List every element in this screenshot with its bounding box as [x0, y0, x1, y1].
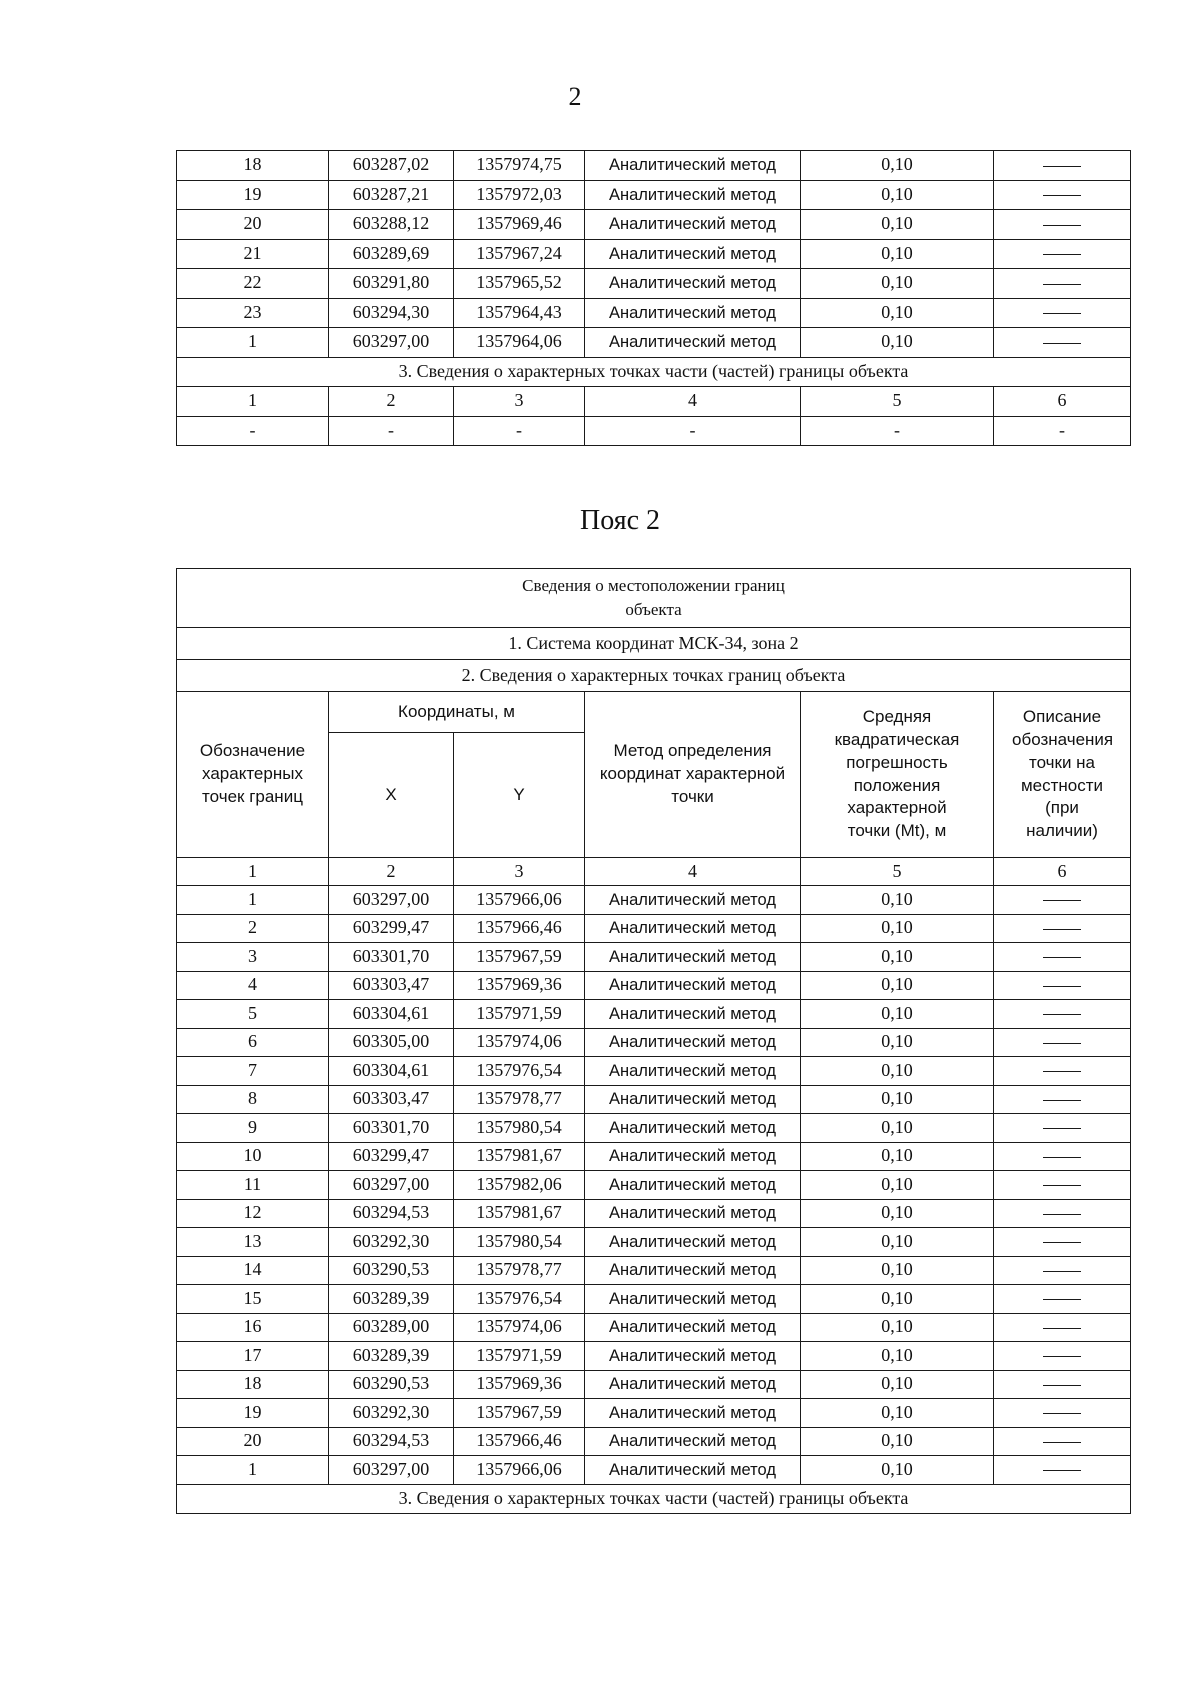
column-number: 6: [994, 858, 1131, 886]
method-cell: Аналитический метод: [585, 1142, 801, 1171]
table-row: [177, 1057, 1131, 1086]
mean-error-cell: 0,10: [801, 1285, 994, 1314]
header-mean-error: [801, 692, 994, 858]
x-coordinate-cell: 603297,00: [329, 328, 454, 358]
method-cell: Аналитический метод: [585, 943, 801, 972]
table-row: [177, 1427, 1131, 1456]
mean-error-cell: 0,10: [801, 1057, 994, 1086]
x-coordinate-cell: 603288,12: [329, 210, 454, 240]
description-cell: [994, 1057, 1131, 1086]
y-coordinate-cell: 1357966,46: [454, 914, 585, 943]
method-cell: Аналитический метод: [585, 1342, 801, 1371]
mean-error-cell: 0,10: [801, 1256, 994, 1285]
y-coordinate-cell: 1357978,77: [454, 1085, 585, 1114]
mean-error-cell: 0,10: [801, 1427, 994, 1456]
dash-mark: [1043, 1100, 1081, 1101]
description-cell: [994, 1000, 1131, 1029]
method-cell: Аналитический метод: [585, 210, 801, 240]
table-row: [177, 1256, 1131, 1285]
point-number-cell: 16: [177, 1313, 329, 1342]
section2-title: 2. Сведения о характерных точках границ объекта: [177, 660, 1131, 692]
mean-error-cell: 0,10: [801, 328, 994, 358]
top-coordinates-table: [176, 150, 1131, 446]
mean-error-cell: 0,10: [801, 1142, 994, 1171]
column-number: 1: [177, 858, 329, 886]
description-cell: [994, 1285, 1131, 1314]
y-coordinate-cell: 1357965,52: [454, 269, 585, 299]
point-number-cell: 22: [177, 269, 329, 299]
y-coordinate-cell: 1357967,59: [454, 1399, 585, 1428]
dash-mark: [1043, 900, 1081, 901]
y-coordinate-cell: 1357966,46: [454, 1427, 585, 1456]
dash-mark: [1043, 1271, 1081, 1272]
description-cell: [994, 1228, 1131, 1257]
y-coordinate-cell: 1357978,77: [454, 1256, 585, 1285]
header-coordinates: Координаты, м: [329, 692, 585, 733]
mean-error-cell: 0,10: [801, 1114, 994, 1143]
y-coordinate-cell: 1357980,54: [454, 1114, 585, 1143]
table-row: [177, 1313, 1131, 1342]
description-cell: [994, 1399, 1131, 1428]
dash-mark: [1043, 1157, 1081, 1158]
column-number: 3: [454, 387, 585, 417]
description-cell: [994, 328, 1131, 358]
x-coordinate-cell: 603301,70: [329, 943, 454, 972]
point-number-cell: 2: [177, 914, 329, 943]
point-number-cell: 13: [177, 1228, 329, 1257]
method-cell: Аналитический метод: [585, 1285, 801, 1314]
column-number: 4: [585, 858, 801, 886]
column-number: 5: [801, 858, 994, 886]
point-number-cell: 10: [177, 1142, 329, 1171]
y-coordinate-cell: 1357981,67: [454, 1199, 585, 1228]
empty-row: [177, 416, 1131, 446]
point-number-cell: 9: [177, 1114, 329, 1143]
point-number-cell: 17: [177, 1342, 329, 1371]
x-coordinate-cell: 603294,30: [329, 298, 454, 328]
table-row: [177, 298, 1131, 328]
table-row: [177, 180, 1131, 210]
point-number-cell: 15: [177, 1285, 329, 1314]
y-coordinate-cell: 1357966,06: [454, 886, 585, 915]
dash-mark: [1043, 1043, 1081, 1044]
x-coordinate-cell: 603304,61: [329, 1057, 454, 1086]
table-row: [177, 1114, 1131, 1143]
x-coordinate-cell: 603294,53: [329, 1199, 454, 1228]
table-title: [177, 569, 1131, 628]
dash-mark: [1043, 1214, 1081, 1215]
mean-error-cell: 0,10: [801, 210, 994, 240]
y-coordinate-cell: 1357971,59: [454, 1342, 585, 1371]
description-cell: [994, 886, 1131, 915]
x-coordinate-cell: 603292,30: [329, 1399, 454, 1428]
y-coordinate-cell: 1357974,06: [454, 1313, 585, 1342]
mean-error-cell: 0,10: [801, 1370, 994, 1399]
point-number-cell: 7: [177, 1057, 329, 1086]
table-row: [177, 1285, 1131, 1314]
dash-mark: [1043, 1014, 1081, 1015]
x-coordinate-cell: 603287,21: [329, 180, 454, 210]
point-number-cell: 20: [177, 1427, 329, 1456]
section3-title: 3. Сведения о характерных точках части (частей) границы объекта: [177, 357, 1131, 387]
point-number-cell: 19: [177, 1399, 329, 1428]
point-number-cell: 4: [177, 971, 329, 1000]
method-cell: Аналитический метод: [585, 1171, 801, 1200]
table-row: [177, 1000, 1131, 1029]
method-cell: Аналитический метод: [585, 1456, 801, 1485]
empty-cell: -: [994, 416, 1131, 446]
description-cell: [994, 1313, 1131, 1342]
y-coordinate-cell: 1357964,43: [454, 298, 585, 328]
bottom-coordinates-table: [176, 568, 1131, 1514]
header-text: Метод определения координат характерной точки: [599, 741, 786, 806]
coord-system: 1. Система координат МСК-34, зона 2: [177, 628, 1131, 660]
x-coordinate-cell: 603294,53: [329, 1427, 454, 1456]
description-cell: [994, 1085, 1131, 1114]
point-number-cell: 21: [177, 239, 329, 269]
method-cell: Аналитический метод: [585, 1085, 801, 1114]
mean-error-cell: 0,10: [801, 971, 994, 1000]
x-coordinate-cell: 603303,47: [329, 1085, 454, 1114]
column-numbers-row: [177, 858, 1131, 886]
x-coordinate-cell: 603305,00: [329, 1028, 454, 1057]
point-number-cell: 19: [177, 180, 329, 210]
column-number: 5: [801, 387, 994, 417]
empty-cell: -: [329, 416, 454, 446]
dash-mark: [1043, 1413, 1081, 1414]
empty-cell: -: [454, 416, 585, 446]
dash-mark: [1043, 1470, 1081, 1471]
header-method: [585, 692, 801, 858]
method-cell: Аналитический метод: [585, 151, 801, 181]
x-coordinate-cell: 603299,47: [329, 914, 454, 943]
mean-error-cell: 0,10: [801, 1456, 994, 1485]
table-row: [177, 1085, 1131, 1114]
header-point-designation: [177, 692, 329, 858]
method-cell: Аналитический метод: [585, 1399, 801, 1428]
method-cell: Аналитический метод: [585, 1256, 801, 1285]
y-coordinate-cell: 1357972,03: [454, 180, 585, 210]
method-cell: Аналитический метод: [585, 1114, 801, 1143]
dash-mark: [1043, 957, 1081, 958]
empty-cell: -: [585, 416, 801, 446]
table-row: [177, 239, 1131, 269]
dash-mark: [1043, 986, 1081, 987]
dash-mark: [1043, 343, 1081, 344]
y-coordinate-cell: 1357969,36: [454, 971, 585, 1000]
y-coordinate-cell: 1357980,54: [454, 1228, 585, 1257]
mean-error-cell: 0,10: [801, 1028, 994, 1057]
x-coordinate-cell: 603290,53: [329, 1370, 454, 1399]
point-number-cell: 18: [177, 1370, 329, 1399]
mean-error-cell: 0,10: [801, 914, 994, 943]
description-cell: [994, 1370, 1131, 1399]
point-number-cell: 1: [177, 886, 329, 915]
empty-cell: -: [801, 416, 994, 446]
method-cell: Аналитический метод: [585, 180, 801, 210]
point-number-cell: 18: [177, 151, 329, 181]
y-coordinate-cell: 1357974,75: [454, 151, 585, 181]
point-number-cell: 6: [177, 1028, 329, 1057]
x-coordinate-cell: 603297,00: [329, 886, 454, 915]
table-row: [177, 971, 1131, 1000]
empty-cell: -: [177, 416, 329, 446]
mean-error-cell: 0,10: [801, 1085, 994, 1114]
dash-mark: [1043, 1071, 1081, 1072]
description-cell: [994, 298, 1131, 328]
y-coordinate-cell: 1357969,46: [454, 210, 585, 240]
dash-mark: [1043, 1128, 1081, 1129]
x-coordinate-cell: 603289,00: [329, 1313, 454, 1342]
x-coordinate-cell: 603289,69: [329, 239, 454, 269]
method-cell: Аналитический метод: [585, 1313, 801, 1342]
table-row: [177, 1456, 1131, 1485]
x-coordinate-cell: 603303,47: [329, 971, 454, 1000]
y-coordinate-cell: 1357981,67: [454, 1142, 585, 1171]
y-coordinate-cell: 1357966,06: [454, 1456, 585, 1485]
header-description: [994, 692, 1131, 858]
column-number: 4: [585, 387, 801, 417]
point-number-cell: 5: [177, 1000, 329, 1029]
description-cell: [994, 1114, 1131, 1143]
header-text: Описание обозначения точки на местности (при наличии): [1012, 706, 1114, 841]
method-cell: Аналитический метод: [585, 1000, 801, 1029]
column-number: 3: [454, 858, 585, 886]
y-coordinate-cell: 1357967,59: [454, 943, 585, 972]
x-coordinate-cell: 603297,00: [329, 1171, 454, 1200]
x-coordinate-cell: 603287,02: [329, 151, 454, 181]
description-cell: [994, 1199, 1131, 1228]
mean-error-cell: 0,10: [801, 298, 994, 328]
dash-mark: [1043, 1185, 1081, 1186]
description-cell: [994, 1256, 1131, 1285]
description-cell: [994, 1427, 1131, 1456]
description-cell: [994, 1171, 1131, 1200]
table-row: [177, 1142, 1131, 1171]
description-cell: [994, 269, 1131, 299]
method-cell: Аналитический метод: [585, 886, 801, 915]
table-row: [177, 151, 1131, 181]
description-cell: [994, 1342, 1131, 1371]
x-coordinate-cell: 603289,39: [329, 1342, 454, 1371]
point-number-cell: 1: [177, 1456, 329, 1485]
mean-error-cell: 0,10: [801, 943, 994, 972]
point-number-cell: 3: [177, 943, 329, 972]
table-row: [177, 1028, 1131, 1057]
method-cell: Аналитический метод: [585, 1199, 801, 1228]
description-cell: [994, 1456, 1131, 1485]
y-coordinate-cell: 1357976,54: [454, 1285, 585, 1314]
method-cell: Аналитический метод: [585, 1370, 801, 1399]
method-cell: Аналитический метод: [585, 328, 801, 358]
dash-mark: [1043, 1328, 1081, 1329]
table-row: [177, 210, 1131, 240]
dash-mark: [1043, 1442, 1081, 1443]
description-cell: [994, 210, 1131, 240]
point-number-cell: 14: [177, 1256, 329, 1285]
section3-title: 3. Сведения о характерных точках части (частей) границы объекта: [177, 1484, 1131, 1513]
x-coordinate-cell: 603289,39: [329, 1285, 454, 1314]
header-y: Y: [454, 733, 585, 858]
y-coordinate-cell: 1357969,36: [454, 1370, 585, 1399]
mean-error-cell: 0,10: [801, 151, 994, 181]
description-cell: [994, 180, 1131, 210]
y-coordinate-cell: 1357982,06: [454, 1171, 585, 1200]
dash-mark: [1043, 284, 1081, 285]
dash-mark: [1043, 225, 1081, 226]
table-row: [177, 1342, 1131, 1371]
dash-mark: [1043, 166, 1081, 167]
header-x: X: [329, 733, 454, 858]
table-title-text: Сведения о местоположении границ объекта: [522, 576, 785, 619]
mean-error-cell: 0,10: [801, 1228, 994, 1257]
mean-error-cell: 0,10: [801, 1313, 994, 1342]
header-text: Средняя квадратическая погрешность положения характерной точки (Mt), м: [834, 706, 960, 841]
dash-mark: [1043, 929, 1081, 930]
description-cell: [994, 151, 1131, 181]
description-cell: [994, 914, 1131, 943]
method-cell: Аналитический метод: [585, 1057, 801, 1086]
y-coordinate-cell: 1357971,59: [454, 1000, 585, 1029]
mean-error-cell: 0,10: [801, 1399, 994, 1428]
column-numbers-row: [177, 387, 1131, 417]
table-row: [177, 943, 1131, 972]
method-cell: Аналитический метод: [585, 269, 801, 299]
description-cell: [994, 943, 1131, 972]
mean-error-cell: 0,10: [801, 1199, 994, 1228]
table-row: [177, 1370, 1131, 1399]
y-coordinate-cell: 1357964,06: [454, 328, 585, 358]
x-coordinate-cell: 603291,80: [329, 269, 454, 299]
method-cell: Аналитический метод: [585, 971, 801, 1000]
dash-mark: [1043, 313, 1081, 314]
table-row: [177, 1199, 1131, 1228]
table-row: [177, 914, 1131, 943]
x-coordinate-cell: 603292,30: [329, 1228, 454, 1257]
point-number-cell: 1: [177, 328, 329, 358]
table-row: [177, 1399, 1131, 1428]
method-cell: Аналитический метод: [585, 239, 801, 269]
table-row: [177, 328, 1131, 358]
description-cell: [994, 1142, 1131, 1171]
y-coordinate-cell: 1357976,54: [454, 1057, 585, 1086]
x-coordinate-cell: 603301,70: [329, 1114, 454, 1143]
description-cell: [994, 1028, 1131, 1057]
page-number: 2: [568, 82, 582, 111]
dash-mark: [1043, 195, 1081, 196]
point-number-cell: 20: [177, 210, 329, 240]
column-number: 1: [177, 387, 329, 417]
column-number: 2: [329, 858, 454, 886]
dash-mark: [1043, 254, 1081, 255]
dash-mark: [1043, 1242, 1081, 1243]
y-coordinate-cell: 1357974,06: [454, 1028, 585, 1057]
method-cell: Аналитический метод: [585, 914, 801, 943]
x-coordinate-cell: 603304,61: [329, 1000, 454, 1029]
mean-error-cell: 0,10: [801, 1171, 994, 1200]
mean-error-cell: 0,10: [801, 1000, 994, 1029]
method-cell: Аналитический метод: [585, 1228, 801, 1257]
method-cell: Аналитический метод: [585, 298, 801, 328]
description-cell: [994, 971, 1131, 1000]
method-cell: Аналитический метод: [585, 1028, 801, 1057]
mean-error-cell: 0,10: [801, 180, 994, 210]
x-coordinate-cell: 603297,00: [329, 1456, 454, 1485]
point-number-cell: 23: [177, 298, 329, 328]
column-number: 6: [994, 387, 1131, 417]
table-row: [177, 1171, 1131, 1200]
x-coordinate-cell: 603299,47: [329, 1142, 454, 1171]
point-number-cell: 12: [177, 1199, 329, 1228]
table-row: [177, 1228, 1131, 1257]
table-row: [177, 269, 1131, 299]
method-cell: Аналитический метод: [585, 1427, 801, 1456]
y-coordinate-cell: 1357967,24: [454, 239, 585, 269]
table-row: [177, 886, 1131, 915]
dash-mark: [1043, 1385, 1081, 1386]
column-number: 2: [329, 387, 454, 417]
zone-title: Пояс 2: [580, 505, 660, 536]
description-cell: [994, 239, 1131, 269]
header-text: Обозначение характерных точек границ: [199, 741, 306, 806]
mean-error-cell: 0,10: [801, 239, 994, 269]
dash-mark: [1043, 1299, 1081, 1300]
point-number-cell: 8: [177, 1085, 329, 1114]
mean-error-cell: 0,10: [801, 269, 994, 299]
dash-mark: [1043, 1356, 1081, 1357]
x-coordinate-cell: 603290,53: [329, 1256, 454, 1285]
point-number-cell: 11: [177, 1171, 329, 1200]
mean-error-cell: 0,10: [801, 1342, 994, 1371]
mean-error-cell: 0,10: [801, 886, 994, 915]
